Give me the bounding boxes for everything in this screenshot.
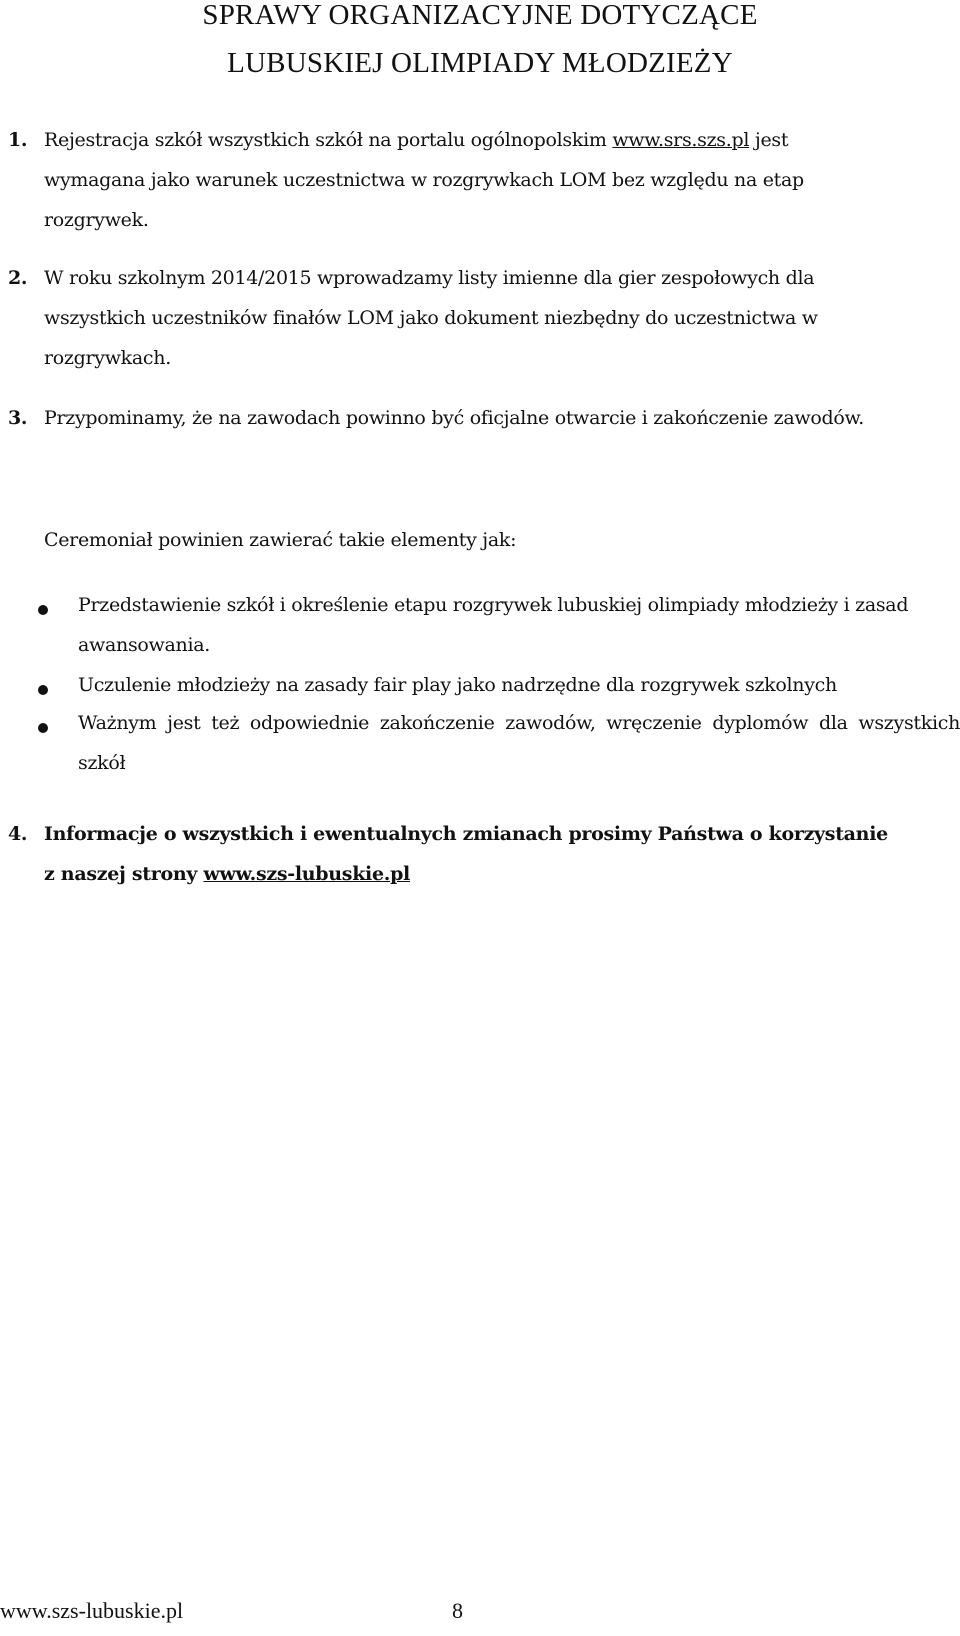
item-3-number: 3. [8, 407, 28, 429]
page-title-line-1: SPRAWY ORGANIZACYJNE DOTYCZĄCE [202, 0, 758, 31]
item-4-number: 4. [8, 823, 28, 845]
page-number: 8 [452, 1598, 463, 1623]
szs-lubuskie-link[interactable]: www.szs-lubuskie.pl [203, 863, 410, 885]
item-3-text: Przypominamy, że na zawodach powinno być oficjalne otwarcie i zakończenie zawodów. [44, 407, 864, 429]
bullet-item-3: Ważnym jest też odpowiednie zakończenie zawodów, wręczenie dyplomów dla wszystkich szkół [78, 712, 960, 774]
item-1-text-end: jest wymagana jako warunek uczestnictwa w rozgrywkach LOM bez względu na etap rozgrywek. [44, 129, 804, 231]
bullet-icon [38, 723, 48, 733]
item-4-text [44, 814, 904, 894]
item-1-number: 1. [8, 129, 28, 151]
footer-site: www.szs-lubuskie.pl [0, 1598, 184, 1623]
ceremonial-intro: Ceremoniał powinien zawierać takie elementy jak: [44, 529, 517, 551]
bullet-item-2: Uczulenie młodzieży na zasady fair play jako nadrzędne dla rozgrywek szkolnych [78, 674, 837, 696]
item-4-text-start: Informacje o wszystkich i ewentualnych zmianach prosimy Państwa o korzystanie z naszej strony [44, 823, 888, 885]
item-1-text-start: Rejestracja szkół wszystkich szkół na portalu ogólnopolskim [44, 129, 613, 151]
srs-link[interactable]: www.srs.szs.pl [612, 129, 750, 151]
item-1-text [44, 120, 884, 240]
item-2-text: W roku szkolnym 2014/2015 wprowadzamy listy imienne dla gier zespołowych dla wszystkich uczestników finałów LOM jako dokument niezbędny do uczestnictwa w rozgrywkach. [44, 267, 818, 369]
bullet-icon [38, 685, 48, 695]
page-title-line-2: LUBUSKIEJ OLIMPIADY MŁODZIEŻY [227, 47, 733, 79]
item-2-number: 2. [8, 267, 28, 289]
bullet-icon [38, 605, 48, 615]
bullet-item-1: Przedstawienie szkół i określenie etapu rozgrywek lubuskiej olimpiady młodzieży i zasad awansowania. [78, 594, 909, 656]
